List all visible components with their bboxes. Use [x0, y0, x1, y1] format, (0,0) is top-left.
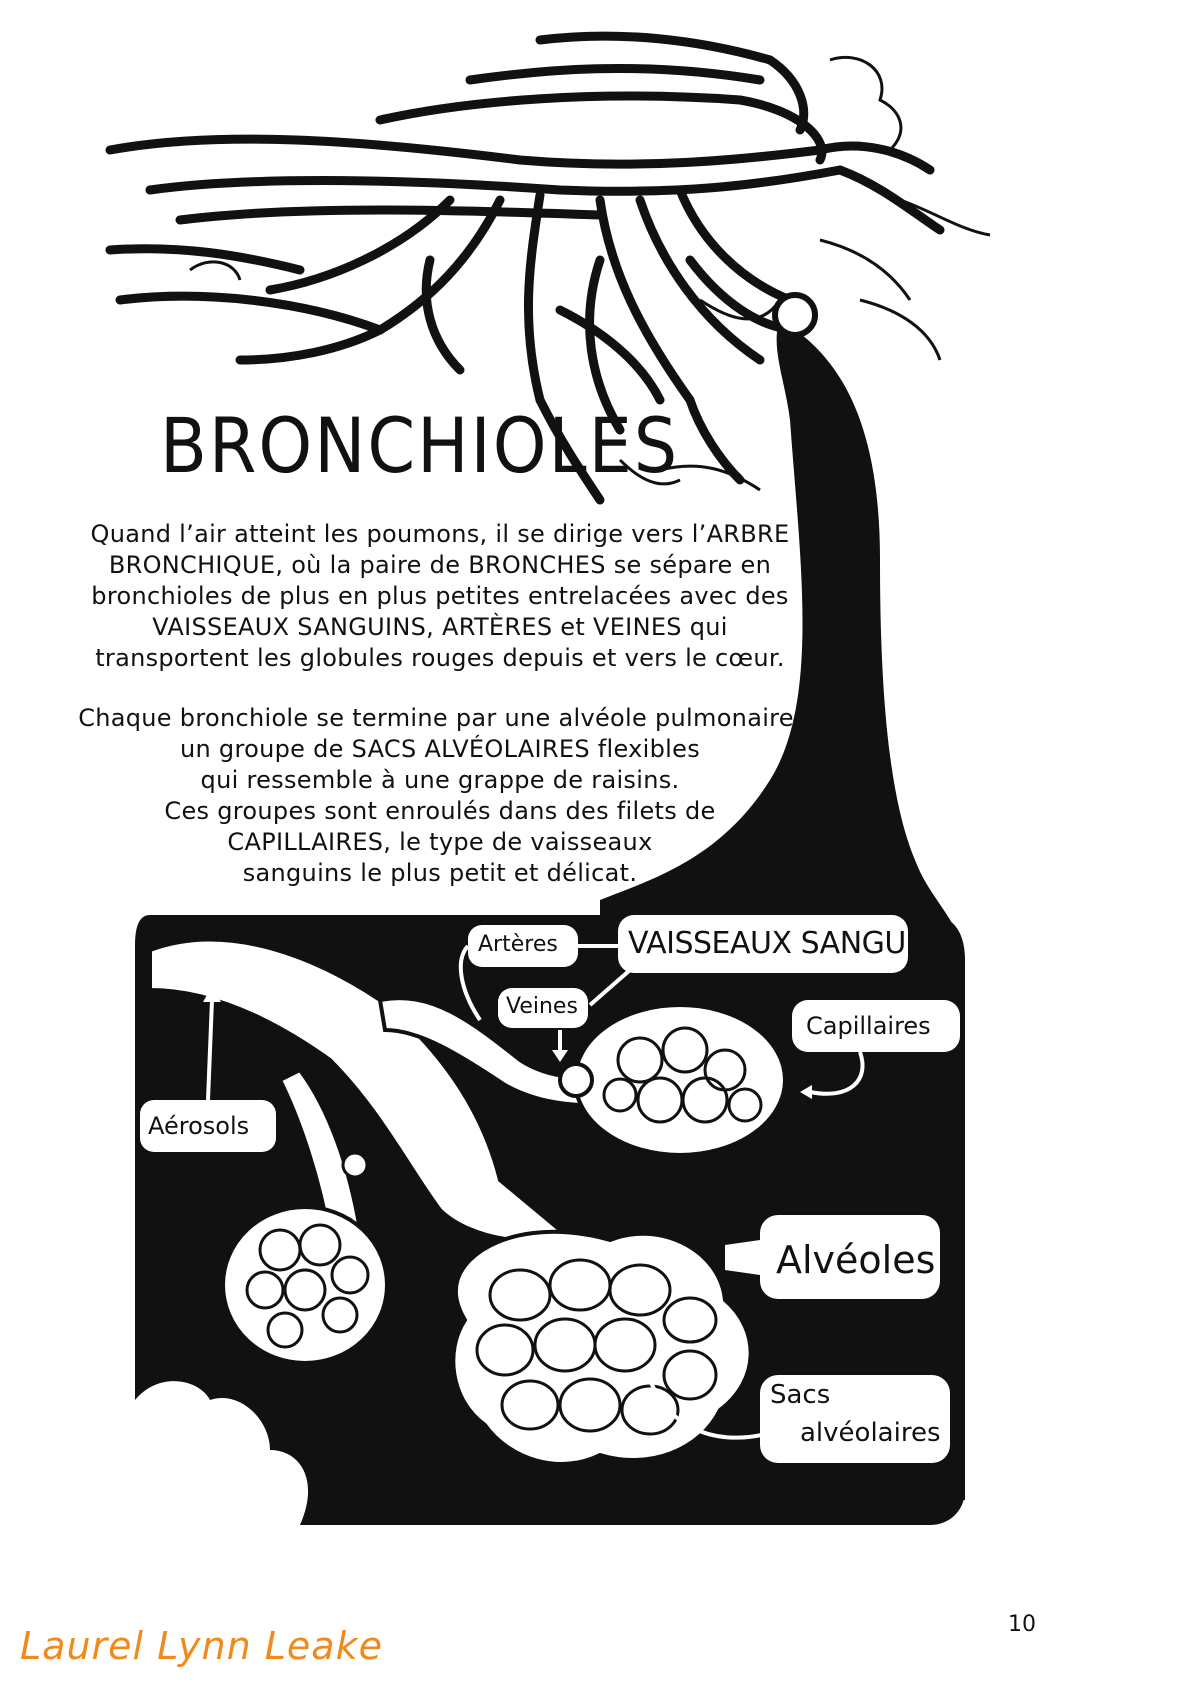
alveoles-pointer	[725, 1240, 760, 1275]
intro-line: VAISSEAUX SANGUINS, ARTÈRES et VEINES qui	[152, 613, 728, 641]
label-alveolaires: alvéolaires	[800, 1418, 941, 1448]
author-signature: Laurel Lynn Leake	[20, 1624, 383, 1668]
intro-paragraph	[40, 519, 840, 674]
label-capillaires: Capillaires	[806, 1012, 931, 1040]
intro-line: Quand l’air atteint les poumons, il se dirige vers l’ARBRE	[90, 520, 790, 548]
alveoli-line: un groupe de SACS ALVÉOLAIRES flexibles	[179, 735, 701, 763]
intro-line: BRONCHIQUE, où la paire de BRONCHES se sépare en	[108, 551, 772, 579]
intro-line: bronchioles de plus en plus petites entrelacées avec des	[91, 582, 789, 610]
alveoli-line: Ces groupes sont enroulés dans des filets de	[164, 797, 716, 825]
label-vaisseaux-sanguins: VAISSEAUX SANGUINS	[628, 926, 955, 961]
page-number: 10	[1008, 1612, 1036, 1637]
label-arteres: Artères	[478, 932, 558, 957]
page-title: BRONCHIOLES	[160, 401, 680, 490]
label-veines: Veines	[506, 994, 578, 1019]
label-aerosols: Aérosols	[148, 1112, 250, 1140]
intro-line: transportent les globules rouges depuis et vers le cœur.	[95, 644, 785, 672]
label-alveoles: Alvéoles	[776, 1238, 936, 1282]
alveoli-line: sanguins le plus petit et délicat.	[242, 859, 638, 887]
alveoli-line: CAPILLAIRES, le type de vaisseaux	[227, 828, 653, 856]
alveoli-paragraph	[40, 703, 840, 889]
alveoli-line: qui ressemble à une grappe de raisins.	[200, 766, 680, 794]
alveoli-line: Chaque bronchiole se termine par une alvéole pulmonaire,	[78, 704, 802, 732]
bronchiole-end-circle	[775, 295, 815, 335]
label-sacs: Sacs	[770, 1380, 831, 1410]
vessel-node	[560, 1064, 592, 1096]
left-vessel-node	[343, 1153, 367, 1177]
